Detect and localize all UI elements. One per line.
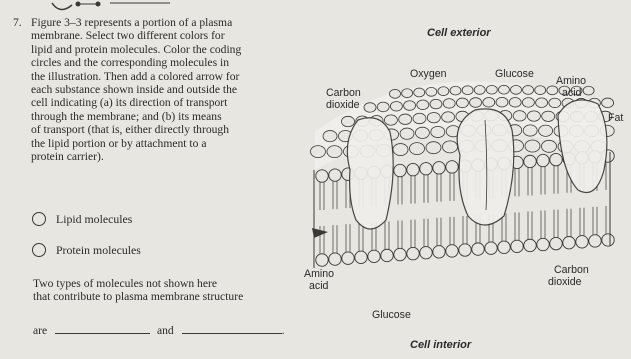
- phospholipid-head: [498, 85, 509, 94]
- phospholipid-head: [427, 112, 440, 122]
- phospholipid-head: [426, 142, 441, 154]
- color-coding-circle[interactable]: [32, 212, 46, 226]
- front-head-bottom: [550, 237, 562, 249]
- question-line: the lipid portion or by attachment to a: [31, 136, 207, 150]
- phospholipid-head: [327, 146, 342, 158]
- amino-acid-top-label-1: Amino: [556, 75, 587, 87]
- front-head-bottom: [576, 236, 588, 248]
- amino-acid-top-label-2: acid: [562, 87, 582, 99]
- answer-blank-2[interactable]: [182, 323, 282, 334]
- front-head-bottom: [394, 248, 406, 260]
- period-text: .: [281, 324, 285, 337]
- front-head-bottom: [407, 247, 419, 259]
- front-head-top: [524, 155, 536, 167]
- phospholipid-head: [413, 113, 426, 123]
- phospholipid-head: [400, 128, 414, 139]
- front-head-top: [446, 161, 458, 173]
- carbon-dioxide-top-label-1: Carbon: [326, 87, 361, 99]
- phospholipid-head: [583, 86, 594, 95]
- are-text: are: [33, 324, 48, 337]
- phospholipid-head: [323, 131, 337, 142]
- phospholipid-head: [426, 87, 437, 96]
- structure-question-line: Two types of molecules not shown here: [33, 277, 218, 290]
- phospholipid-head: [539, 125, 553, 136]
- front-head-bottom: [563, 237, 575, 249]
- phospholipid-head: [410, 143, 425, 155]
- membrane-illustration: [290, 20, 631, 354]
- phospholipid-head: [390, 101, 402, 111]
- front-head-top: [407, 163, 419, 175]
- phospholipid-head: [364, 103, 376, 113]
- question-line: through the membrane; and (b) its means: [31, 109, 222, 123]
- phospholipid-head: [442, 112, 455, 122]
- previous-figure-fragment: [0, 1, 631, 13]
- front-head-top: [394, 164, 406, 176]
- integral-protein: [347, 118, 393, 229]
- phospholipid-head: [496, 97, 508, 107]
- phospholipid-head: [525, 140, 540, 152]
- front-head-bottom: [602, 234, 614, 246]
- front-head-bottom: [485, 242, 497, 254]
- and-text: and: [156, 324, 174, 337]
- question-line: each substance shown inside and outside the: [31, 83, 238, 97]
- phospholipid-head: [414, 88, 425, 97]
- phospholipid-head: [527, 111, 540, 121]
- front-head-bottom: [381, 249, 393, 261]
- phospholipid-head: [443, 141, 458, 153]
- phospholipid-head: [474, 86, 485, 95]
- front-head-top: [316, 170, 328, 182]
- front-head-bottom: [537, 238, 549, 250]
- integral-protein: [558, 100, 607, 193]
- phospholipid-head: [462, 86, 473, 95]
- phospholipid-head: [470, 98, 482, 108]
- top-strip: [0, 0, 631, 12]
- phospholipid-head: [547, 86, 558, 95]
- question-line: circles and the corresponding molecules in: [31, 56, 229, 70]
- front-head-bottom: [329, 253, 341, 265]
- amino-acid-bottom-label-2: acid: [309, 280, 329, 292]
- phospholipid-head: [483, 97, 495, 107]
- phospholipid-head: [342, 116, 355, 126]
- phospholipid-head: [602, 98, 614, 108]
- answer-blank-1[interactable]: [55, 323, 150, 334]
- phospholipid-head: [523, 125, 537, 136]
- phospholipid-head: [430, 99, 442, 109]
- front-head-top: [329, 169, 341, 181]
- front-head-bottom: [355, 251, 367, 263]
- phospholipid-head: [523, 86, 534, 95]
- phospholipid-head: [486, 85, 497, 94]
- front-head-bottom: [433, 246, 445, 258]
- phospholipid-head: [542, 140, 557, 152]
- question-line: lipid and protein molecules. Color the coding: [31, 42, 242, 56]
- phospholipid-head: [431, 126, 445, 137]
- fat-label: Fat: [608, 112, 624, 124]
- plasma-membrane-diagram: [290, 20, 631, 354]
- phospholipid-head: [536, 98, 548, 108]
- front-head-top: [537, 154, 549, 166]
- carbon-dioxide-top-label-2: dioxide: [326, 99, 360, 111]
- front-head-top: [550, 153, 562, 165]
- glucose-bottom-label: Glucose: [372, 309, 411, 321]
- cell-interior-label: Cell interior: [410, 339, 472, 351]
- phospholipid-head: [513, 111, 526, 121]
- front-head-top: [420, 163, 432, 175]
- amino-acid-bottom-label-1: Amino: [304, 268, 335, 280]
- answer-line: [33, 323, 285, 337]
- question-line: membrane. Select two different colors for: [31, 29, 225, 43]
- phospholipid-head: [393, 144, 408, 156]
- phospholipid-head: [535, 86, 546, 95]
- option-label: Protein molecules: [56, 243, 141, 257]
- question-line: protein carrier).: [31, 150, 104, 164]
- phospholipid-head: [456, 98, 468, 108]
- phospholipid-head: [311, 146, 326, 158]
- phospholipid-head: [522, 98, 534, 108]
- front-head-bottom: [446, 245, 458, 257]
- front-head-bottom: [589, 235, 601, 247]
- phospholipid-head: [390, 89, 401, 98]
- question-text: [31, 16, 321, 163]
- front-head-bottom: [459, 244, 471, 256]
- question-line: the illustration. Then add a colored arrow for: [31, 69, 240, 83]
- front-head-bottom: [316, 254, 328, 266]
- phospholipid-head: [384, 115, 397, 125]
- phospholipid-head: [402, 89, 413, 98]
- phospholipid-head: [549, 98, 561, 108]
- option-label: Lipid molecules: [56, 212, 133, 226]
- oxygen-label: Oxygen: [410, 68, 447, 80]
- glucose-top-label: Glucose: [495, 68, 534, 80]
- front-head-bottom: [420, 247, 432, 259]
- phospholipid-head: [438, 87, 449, 96]
- phospholipid-head: [404, 101, 416, 111]
- front-head-bottom: [498, 241, 510, 253]
- phospholipid-head: [377, 102, 389, 112]
- question-line: cell indicating (a) its direction of transport: [31, 96, 228, 110]
- color-coding-circle[interactable]: [32, 243, 46, 257]
- front-head-bottom: [524, 239, 536, 251]
- phospholipid-head: [417, 100, 429, 110]
- phospholipid-head: [415, 127, 429, 138]
- carbon-dioxide-bottom-label-1: Carbon: [554, 264, 589, 276]
- structure-question-line: that contribute to plasma membrane structure: [33, 290, 244, 304]
- front-head-bottom: [368, 250, 380, 262]
- phospholipid-head: [542, 111, 555, 121]
- cell-exterior-label: Cell exterior: [427, 27, 491, 39]
- phospholipid-head: [450, 86, 461, 95]
- phospholipid-head: [399, 114, 412, 124]
- question-line: Figure 3–3 represents a portion of a plasma: [31, 16, 233, 29]
- phospholipid-head: [509, 97, 521, 107]
- question-line: of transport (that is, either directly through: [31, 123, 230, 137]
- phospholipid-head: [443, 99, 455, 109]
- front-head-top: [433, 162, 445, 174]
- carbon-dioxide-bottom-label-2: dioxide: [548, 276, 582, 288]
- front-head-bottom: [342, 252, 354, 264]
- front-head-bottom: [511, 240, 523, 252]
- front-head-bottom: [472, 243, 484, 255]
- question-number: 7.: [13, 16, 22, 29]
- structure-question: [33, 277, 313, 304]
- phospholipid-head: [511, 85, 522, 94]
